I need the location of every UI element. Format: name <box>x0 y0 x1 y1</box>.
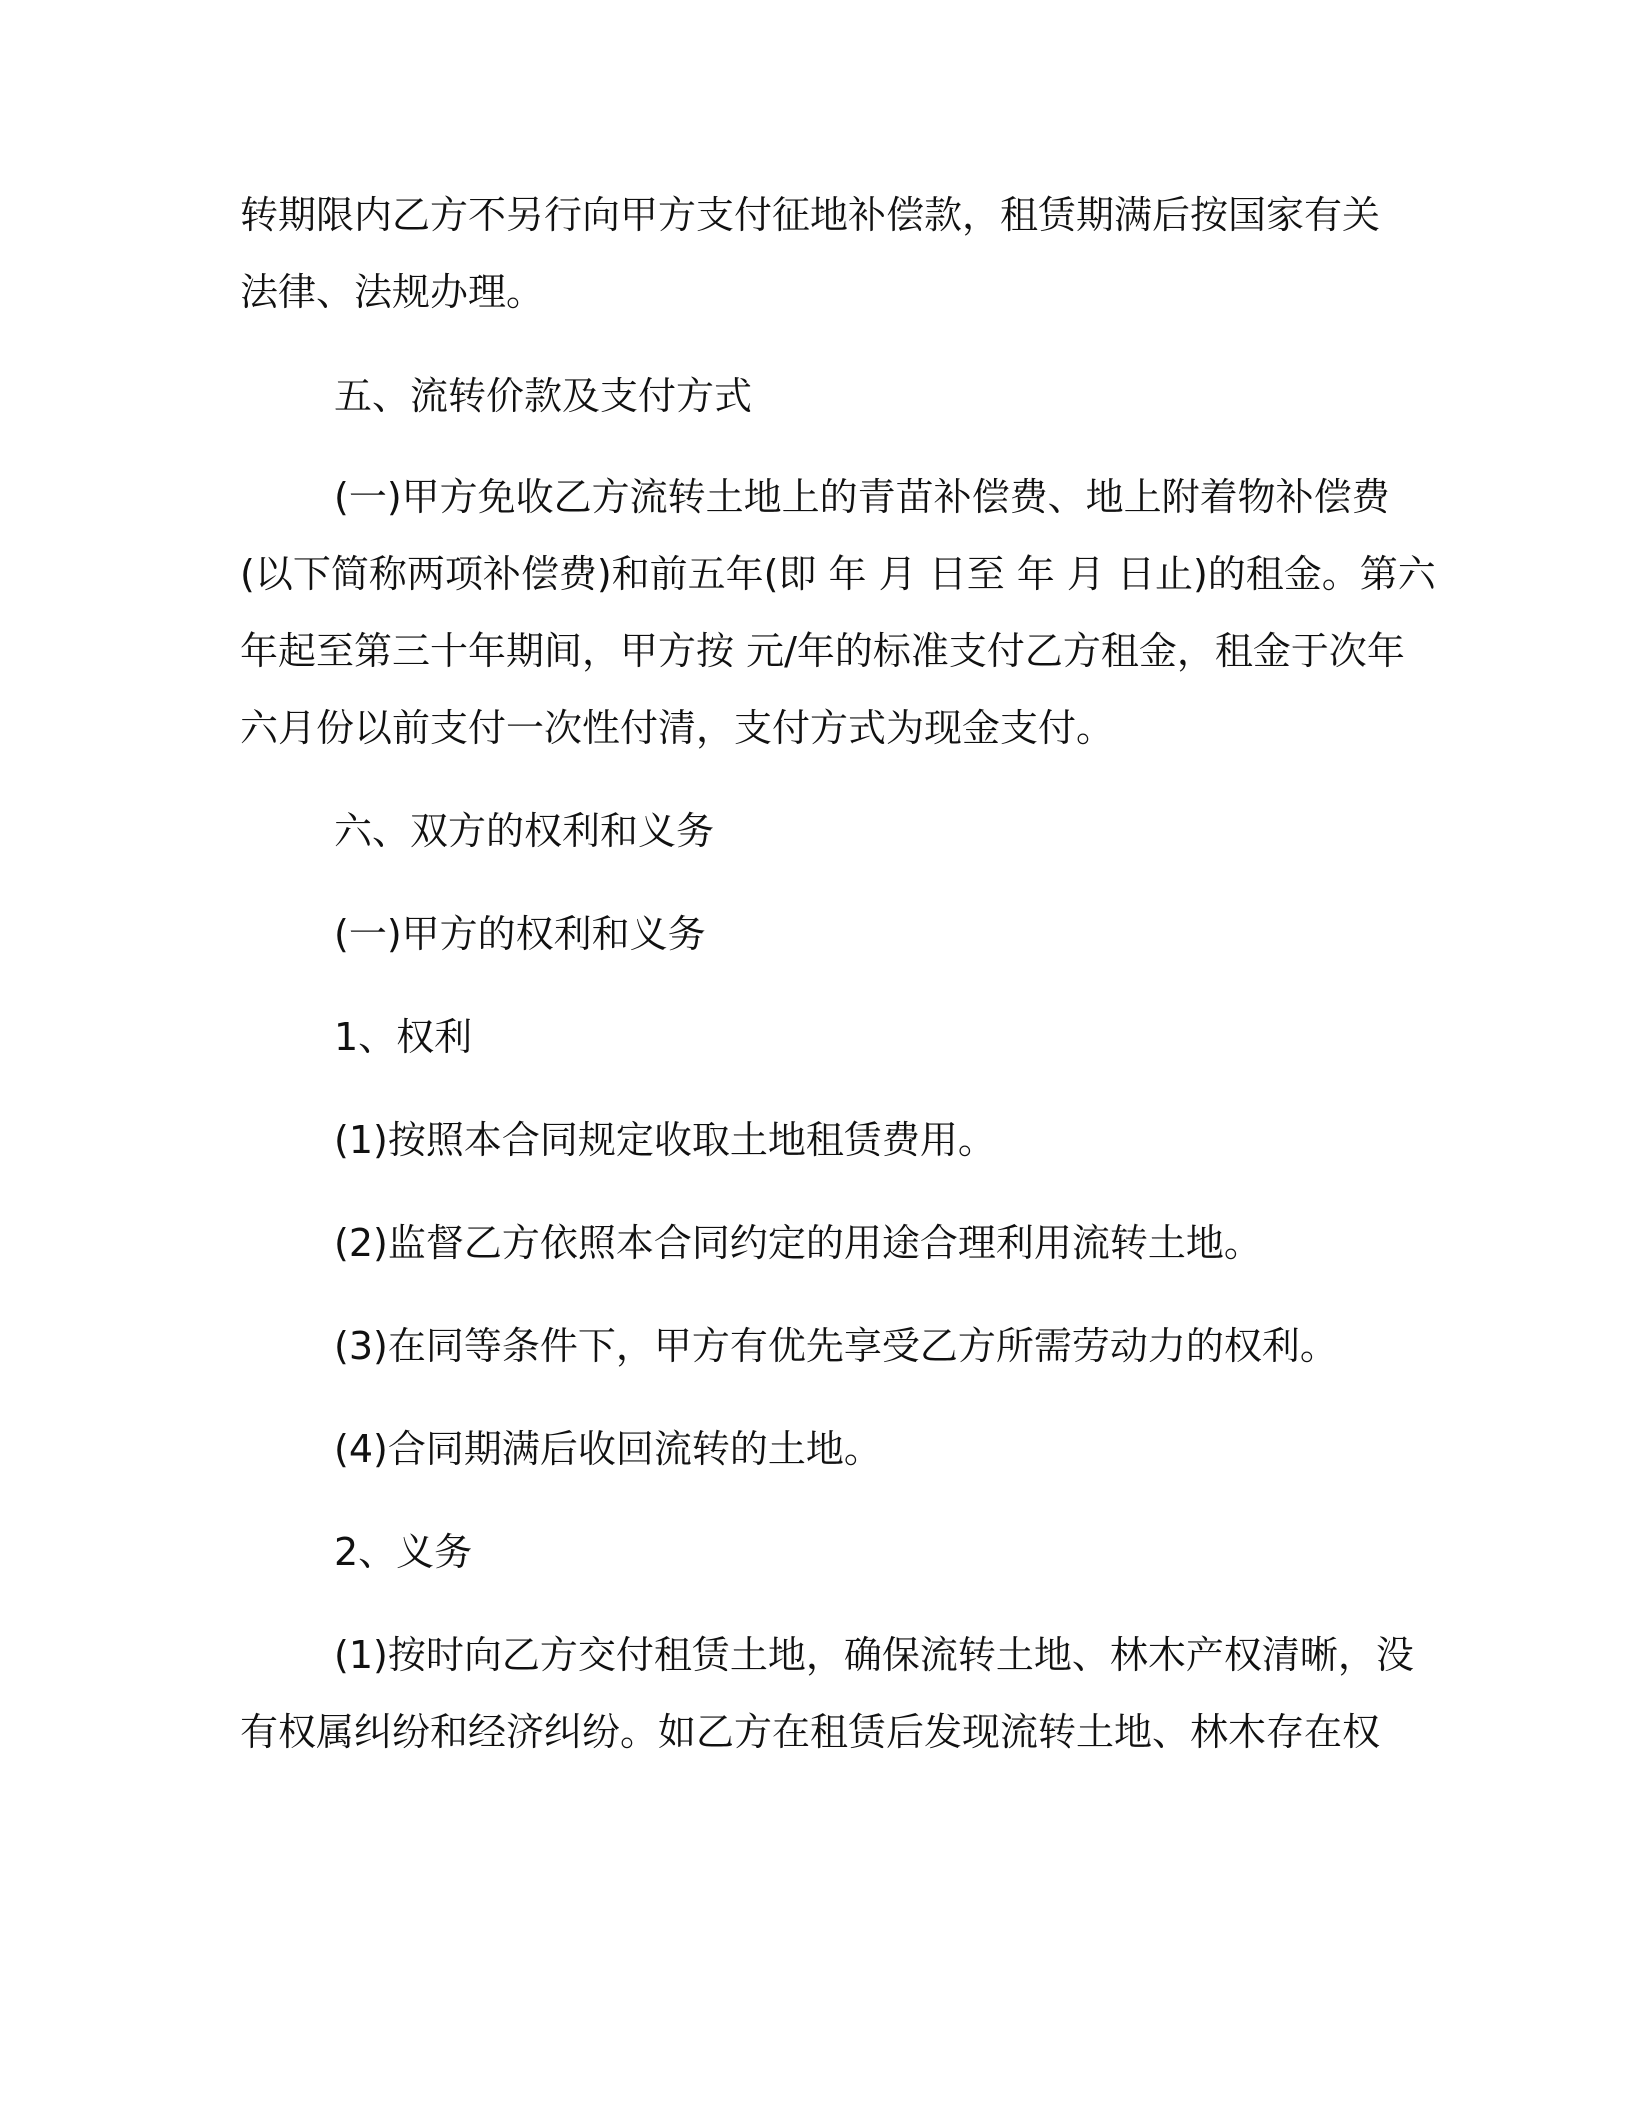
paragraph-line: 法律、法规办理。 <box>240 270 545 314</box>
list-item: (2)监督乙方依照本合同约定的用途合理利用流转土地。 <box>334 1221 1262 1265</box>
paragraph-line: 六月份以前支付一次性付清，支付方式为现金支付。 <box>240 706 1115 750</box>
paragraph-line: 转期限内乙方不另行向甲方支付征地补偿款，租赁期满后按国家有关 <box>240 193 1381 237</box>
subsection-heading: (一)甲方的权利和义务 <box>334 912 706 956</box>
list-item: (1)按时向乙方交付租赁土地，确保流转土地、林木产权清晰，没 <box>334 1633 1414 1677</box>
subsection-heading: 1、权利 <box>334 1015 473 1059</box>
paragraph-line: 年起至第三十年期间，甲方按 元/年的标准支付乙方租金，租金于次年 <box>240 629 1405 673</box>
paragraph-line: 有权属纠纷和经济纠纷。如乙方在租赁后发现流转土地、林木存在权 <box>240 1710 1381 1754</box>
list-item: (4)合同期满后收回流转的土地。 <box>334 1427 882 1471</box>
list-item: (3)在同等条件下，甲方有优先享受乙方所需劳动力的权利。 <box>334 1324 1338 1368</box>
paragraph-line: (一)甲方免收乙方流转土地上的青苗补偿费、地上附着物补偿费 <box>334 475 1390 519</box>
list-item: (1)按照本合同规定收取土地租赁费用。 <box>334 1118 996 1162</box>
subsection-heading: 2、义务 <box>334 1530 473 1574</box>
section-heading: 五、流转价款及支付方式 <box>334 374 753 418</box>
section-heading: 六、双方的权利和义务 <box>334 809 715 853</box>
paragraph-line: (以下简称两项补偿费)和前五年(即 年 月 日至 年 月 日止)的租金。第六 <box>240 552 1436 596</box>
